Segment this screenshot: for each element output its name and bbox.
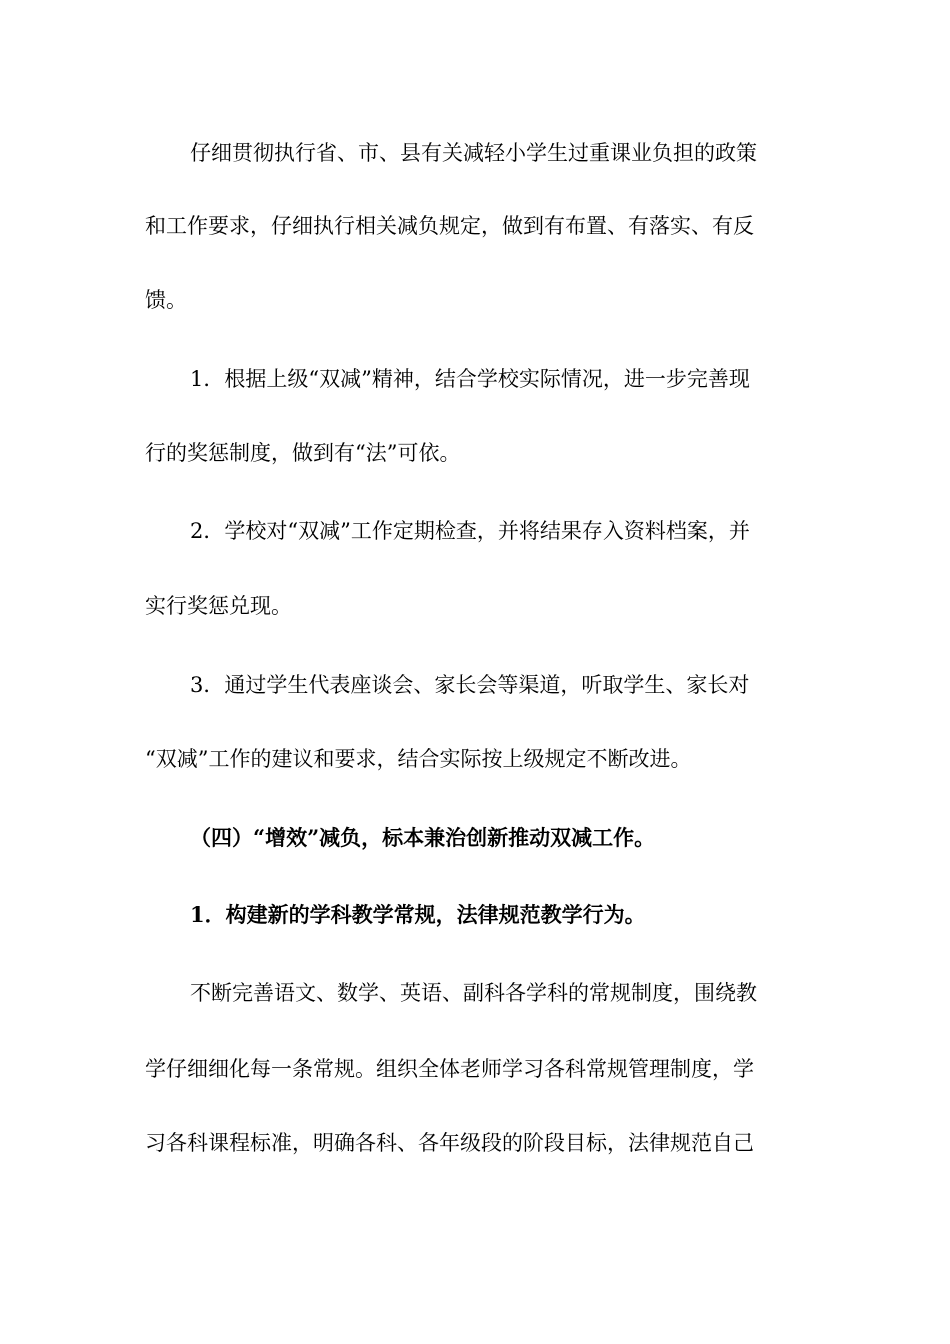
paragraph-1-line-3: 馈。 <box>145 288 187 312</box>
paragraph-1-line-1: 仔细贯彻执行省、市、县有关减轻小学生过重课业负担的政策 <box>190 141 757 165</box>
paragraph-2-line-3: 习各科课程标准，明确各科、各年级段的阶段目标，法律规范自己 <box>145 1131 754 1155</box>
item-2-line-2: 实行奖惩兑现。 <box>145 594 292 618</box>
section-heading: （四）“增效”减负，标本兼治创新推动双减工作。 <box>190 825 656 850</box>
item-1-line-2: 行的奖惩制度，做到有“法”可依。 <box>145 441 461 465</box>
item-1-line-1: 1．根据上级“双减”精神，结合学校实际情况，进一步完善现 <box>190 367 750 391</box>
item-3-line-2: “双减”工作的建议和要求，结合实际按上级规定不断改进。 <box>145 747 692 771</box>
paragraph-1-line-2: 和工作要求，仔细执行相关减负规定，做到有布置、有落实、有反 <box>145 214 754 238</box>
subsection-heading: 1．构建新的学科教学常规，法律规范教学行为。 <box>190 902 646 927</box>
item-2-line-1: 2．学校对“双减”工作定期检查，并将结果存入资料档案，并 <box>190 519 750 543</box>
paragraph-2-line-2: 学仔细细化每一条常规。组织全体老师学习各科常规管理制度，学 <box>145 1057 754 1081</box>
item-3-line-1: 3．通过学生代表座谈会、家长会等渠道，听取学生、家长对 <box>190 673 750 697</box>
paragraph-2-line-1: 不断完善语文、数学、英语、副科各学科的常规制度，围绕教 <box>190 981 757 1005</box>
